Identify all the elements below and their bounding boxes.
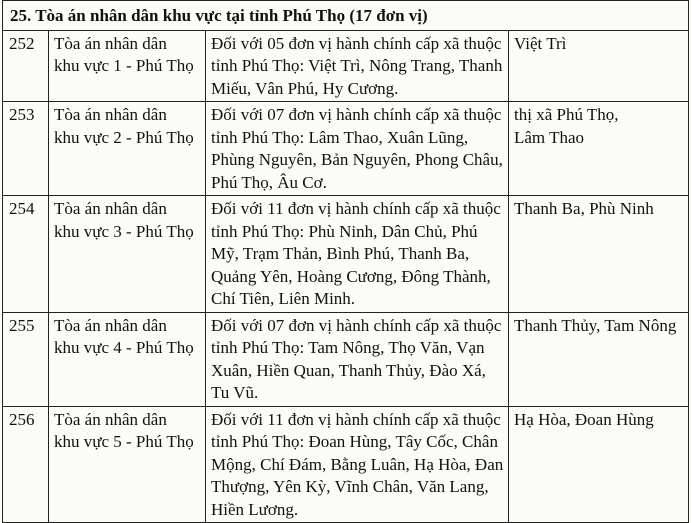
court-seat bbox=[509, 30, 689, 102]
jurisdiction-scope-line: Đối với 07 đơn vị hành chính cấp xã thuộc bbox=[211, 315, 502, 335]
jurisdiction-scope-line: Quảng Yên, Hoàng Cương, Đông Thành, bbox=[211, 266, 491, 286]
court-seat bbox=[509, 406, 689, 523]
court-name-line: Tòa án nhân dân bbox=[54, 315, 167, 335]
row-number: 255 bbox=[3, 312, 49, 406]
court-name bbox=[49, 312, 206, 406]
jurisdiction-scope-line: Phú Thọ, Âu Cơ. bbox=[211, 172, 327, 192]
section-title: 25. Tòa án nhân dân khu vực tại tỉnh Phú Thọ (17 đơn vị) bbox=[3, 1, 689, 31]
jurisdiction-scope-line: Phùng Nguyên, Bản Nguyên, Phong Châu, bbox=[211, 150, 503, 169]
jurisdiction-scope-line: Chí Tiên, Liên Minh. bbox=[211, 289, 356, 308]
court-seat bbox=[509, 312, 689, 406]
court-name bbox=[49, 196, 206, 313]
row-number: 256 bbox=[3, 406, 49, 523]
jurisdiction-scope-line: tỉnh Phú Thọ: Phù Ninh, Dân Chủ, Phú bbox=[211, 221, 478, 241]
court-name-line: khu vực 3 - Phú Thọ bbox=[54, 221, 194, 241]
court-seat bbox=[509, 102, 689, 196]
table-row bbox=[3, 102, 689, 196]
court-seat-line: thị xã Phú Thọ, bbox=[514, 105, 619, 124]
jurisdiction-scope-line: Đối với 07 đơn vị hành chính cấp xã thuộc bbox=[211, 105, 502, 124]
jurisdiction-scope-line: Xuân, Hiền Quan, Thanh Thủy, Đào Xá, bbox=[211, 360, 486, 380]
court-seat-line: Lâm Thao bbox=[514, 127, 585, 147]
jurisdiction-scope bbox=[206, 312, 509, 406]
court-seat-line: Việt Trì bbox=[514, 33, 567, 53]
court-name-line: Tòa án nhân dân bbox=[54, 409, 167, 429]
court-name bbox=[49, 406, 206, 523]
jurisdiction-scope-line: Tu Vũ. bbox=[211, 383, 259, 402]
jurisdiction-scope bbox=[206, 406, 509, 523]
court-seat bbox=[509, 196, 689, 313]
court-name-line: Tòa án nhân dân bbox=[54, 105, 167, 124]
court-jurisdiction-table bbox=[2, 0, 689, 523]
jurisdiction-scope bbox=[206, 102, 509, 196]
court-name-line: khu vực 4 - Phú Thọ bbox=[54, 338, 194, 357]
court-seat-line: Thanh Thủy, Tam Nông bbox=[514, 315, 677, 335]
jurisdiction-scope-line: Miếu, Vân Phú, Hy Cương. bbox=[211, 78, 399, 98]
table-row bbox=[3, 312, 689, 406]
jurisdiction-scope-line: tỉnh Phú Thọ: Tam Nông, Thọ Văn, Vạn bbox=[211, 338, 485, 357]
court-name-line: khu vực 1 - Phú Thọ bbox=[54, 56, 194, 75]
jurisdiction-scope-line: Đối với 11 đơn vị hành chính cấp xã thuộc bbox=[211, 409, 501, 429]
jurisdiction-scope-line: tỉnh Phú Thọ: Việt Trì, Nông Trang, Thanh bbox=[211, 56, 503, 75]
row-number: 254 bbox=[3, 196, 49, 313]
court-seat-line: Thanh Ba, Phù Ninh bbox=[514, 199, 654, 218]
jurisdiction-scope-line: tỉnh Phú Thọ: Đoan Hùng, Tây Cốc, Chân bbox=[211, 432, 498, 451]
jurisdiction-scope-line: tỉnh Phú Thọ: Lâm Thao, Xuân Lũng, bbox=[211, 127, 469, 147]
court-name-line: Tòa án nhân dân bbox=[54, 199, 167, 218]
jurisdiction-scope-line: Thượng, Yên Kỳ, Vĩnh Chân, Văn Lang, bbox=[211, 477, 489, 496]
table-row bbox=[3, 196, 689, 313]
jurisdiction-scope bbox=[206, 196, 509, 313]
court-name-line: khu vực 2 - Phú Thọ bbox=[54, 127, 194, 147]
court-seat-line: Hạ Hòa, Đoan Hùng bbox=[514, 409, 654, 429]
row-number: 253 bbox=[3, 102, 49, 196]
court-name bbox=[49, 102, 206, 196]
court-name bbox=[49, 30, 206, 102]
court-name-line: Tòa án nhân dân bbox=[54, 33, 167, 53]
jurisdiction-scope-line: Đối với 05 đơn vị hành chính cấp xã thuộc bbox=[211, 33, 502, 53]
jurisdiction-scope-line: Mỹ, Trạm Thản, Bình Phú, Thanh Ba, bbox=[211, 244, 470, 263]
jurisdiction-scope-line: Hiền Lương. bbox=[211, 499, 299, 519]
section-header-row bbox=[3, 1, 689, 31]
court-name-line: khu vực 5 - Phú Thọ bbox=[54, 432, 194, 451]
table-row bbox=[3, 406, 689, 523]
jurisdiction-scope bbox=[206, 30, 509, 102]
row-number: 252 bbox=[3, 30, 49, 102]
table-row bbox=[3, 30, 689, 102]
jurisdiction-scope-line: Đối với 11 đơn vị hành chính cấp xã thuộc bbox=[211, 199, 501, 218]
jurisdiction-scope-line: Mộng, Chí Đám, Bằng Luân, Hạ Hòa, Đan bbox=[211, 454, 504, 474]
